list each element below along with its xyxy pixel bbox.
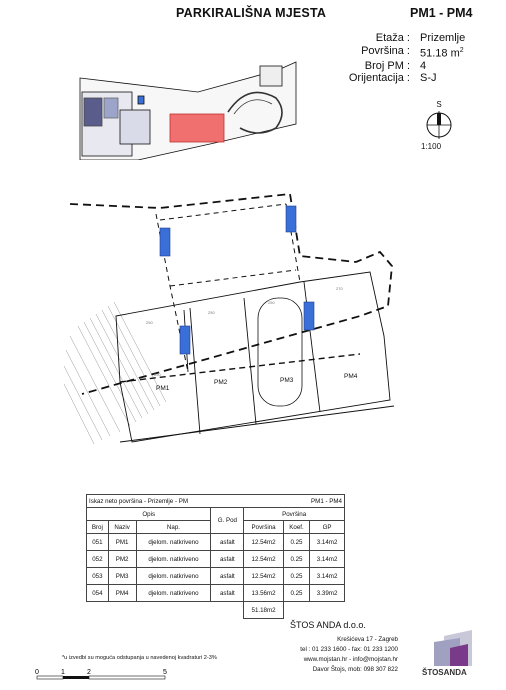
col-koef: Koef. bbox=[283, 521, 309, 534]
web-line: www.mojstan.hr - info@mojstan.hr bbox=[303, 656, 398, 663]
svg-text:ŠTOSANDA: ŠTOSANDA bbox=[422, 668, 467, 677]
svg-text:0: 0 bbox=[35, 669, 39, 676]
dim-label: 250 bbox=[146, 320, 153, 325]
compass bbox=[423, 100, 455, 143]
key-plan bbox=[78, 52, 298, 160]
orijentacija-label: Orijentacija : bbox=[348, 72, 410, 85]
col-nap: Nap. bbox=[136, 521, 211, 534]
col-naziv: Naziv bbox=[108, 521, 136, 534]
company-address bbox=[258, 635, 398, 675]
svg-text:1: 1 bbox=[61, 669, 65, 676]
spot-label-pm3: PM3 bbox=[280, 377, 294, 384]
table-row: 053 PM3 djelom. natkriveno asfalt 12.54m2 0.25 3.14m2 bbox=[87, 568, 345, 585]
spot-label-pm4: PM4 bbox=[344, 373, 358, 380]
table-row: 054 PM4 djelom. natkriveno asfalt 13.56m2 0.25 3.39m2 bbox=[87, 585, 345, 602]
plan-scale: 1:100 bbox=[421, 142, 442, 151]
north-label: S bbox=[436, 100, 442, 109]
orijentacija-value: S-J bbox=[420, 72, 437, 85]
table-caption: Iskaz neto površina - Prizemlje - PM bbox=[87, 495, 244, 508]
dim-label: 250 bbox=[208, 310, 215, 315]
address-line: Krešićeva 17 - Zagreb bbox=[337, 636, 398, 643]
dim-label: 250 bbox=[154, 372, 161, 377]
svg-text:2: 2 bbox=[87, 669, 91, 676]
table-total: 51.18m2 bbox=[244, 602, 283, 619]
broj-pm-value: 4 bbox=[420, 59, 427, 72]
compass-icon bbox=[423, 109, 455, 141]
phone-line: tel : 01 233 1600 - fax: 01 233 1200 bbox=[300, 646, 398, 653]
svg-text:5: 5 bbox=[163, 669, 167, 676]
scale-bar bbox=[35, 666, 175, 682]
spot-label-pm1: PM1 bbox=[156, 385, 170, 392]
company-logo bbox=[420, 628, 474, 683]
col-povrsina: Površina bbox=[244, 521, 283, 534]
dim-label: 250 bbox=[268, 300, 275, 305]
table-total-row bbox=[87, 602, 345, 619]
logo-icon bbox=[420, 628, 474, 678]
contact-line: Davor Štojs, mob: 098 307 822 bbox=[312, 666, 398, 673]
etaza-label: Etaža : bbox=[375, 32, 410, 44]
area-table bbox=[86, 494, 345, 619]
group-opis: Opis bbox=[87, 508, 211, 521]
povrsina-value: 51.18 $m^2$ bbox=[420, 46, 464, 60]
footer-note: *u izvedbi su moguća odstupanja u navedenoj kvadraturi 2-3% bbox=[62, 655, 217, 661]
pm-range: PM1 - PM4 bbox=[410, 6, 473, 20]
page-title: PARKIRALIŠNA MJESTA bbox=[176, 6, 327, 20]
table-row: 052 PM2 djelom. natkriveno asfalt 12.54m2 0.25 3.14m2 bbox=[87, 551, 345, 568]
col-gpod: G. Pod bbox=[211, 508, 244, 534]
broj-pm-label: Broj PM : bbox=[364, 59, 410, 72]
table-row: 051 PM1 djelom. natkriveno asfalt 12.54m2 0.25 3.14m2 bbox=[87, 534, 345, 551]
col-gp: GP bbox=[310, 521, 345, 534]
spot-label-pm2: PM2 bbox=[214, 379, 228, 386]
company-name: ŠTOS ANDA d.o.o. bbox=[290, 620, 366, 630]
info-block bbox=[336, 32, 465, 85]
group-povrsina: Površina bbox=[244, 508, 345, 521]
table-caption-range: PM1 - PM4 bbox=[244, 495, 345, 508]
floor-plan bbox=[60, 186, 406, 476]
etaza-value: Prizemlje bbox=[420, 32, 466, 44]
col-broj: Broj bbox=[87, 521, 109, 534]
povrsina-label: Površina : bbox=[361, 44, 410, 57]
dim-label: 270 bbox=[336, 286, 343, 291]
